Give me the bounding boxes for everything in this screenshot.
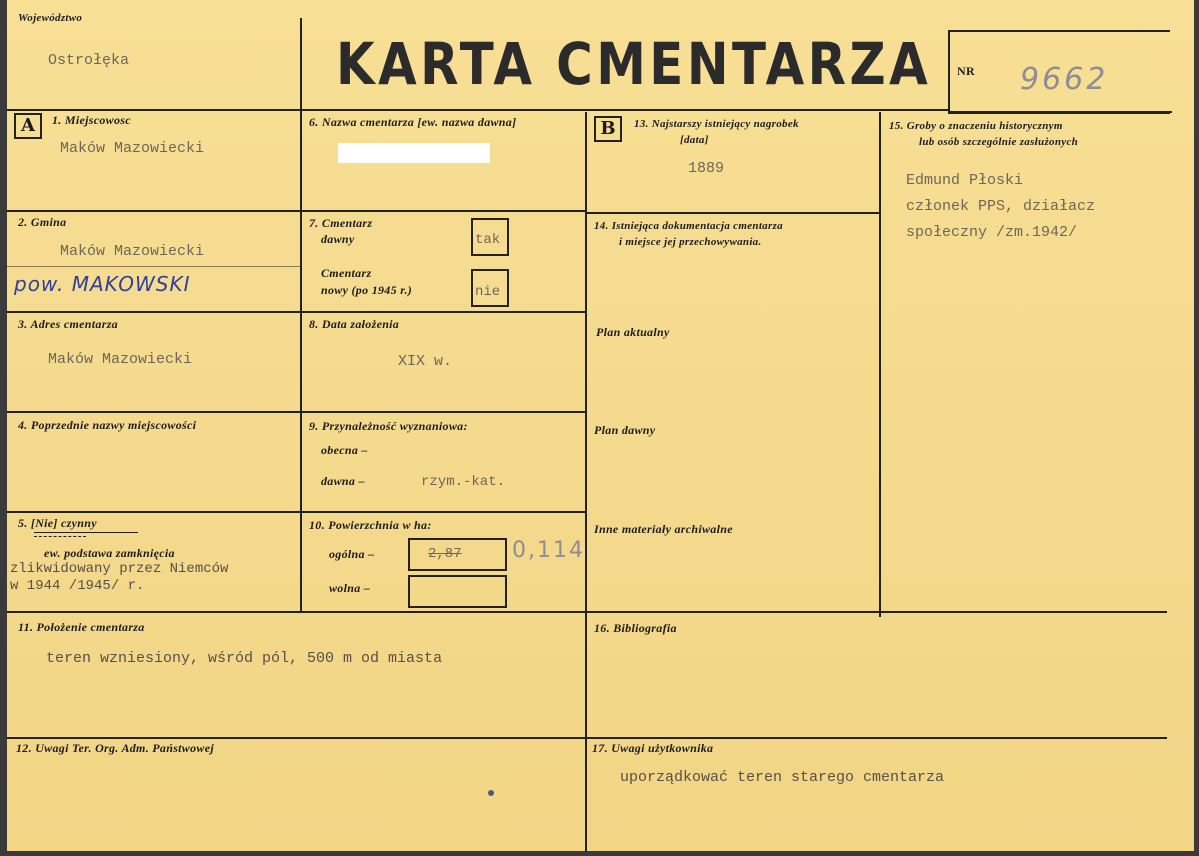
ink-dot xyxy=(488,790,494,796)
adres-value: Maków Mazowiecki xyxy=(48,351,193,368)
ogolna-handwritten: 0,114 xyxy=(512,538,585,563)
wojewodztwo-label: Województwo xyxy=(18,12,83,24)
groby-label-2: lub osób szczególnie zasłużonych xyxy=(919,136,1079,148)
section-b-box xyxy=(594,116,622,142)
obecna-label: obecna – xyxy=(321,443,368,457)
czynny-underline xyxy=(34,532,138,533)
plan-dawny-label: Plan dawny xyxy=(594,423,656,437)
bibliografia-label: 16. Bibliografia xyxy=(594,621,677,635)
nagrobek-label-2: [data] xyxy=(680,134,709,146)
divider xyxy=(7,311,585,313)
ogolna-label: ogólna – xyxy=(329,547,375,561)
uwagi-uzytkownika-value: uporządkować teren starego cmentarza xyxy=(620,769,945,786)
nagrobek-value: 1889 xyxy=(688,160,725,177)
nazwa-redacted xyxy=(338,143,490,163)
data-label: 8. Data założenia xyxy=(309,317,400,331)
groby-value-1: Edmund Płoski xyxy=(906,172,1024,189)
uwagi-label: 12. Uwagi Ter. Org. Adm. Państwowej xyxy=(16,741,214,755)
uwagi-uzytkownika-label: 17. Uwagi użytkownika xyxy=(592,741,714,755)
czynny-dashes xyxy=(34,536,86,537)
plan-aktualny-label: Plan aktualny xyxy=(596,325,670,339)
inne-materialy-label: Inne materiały archiwalne xyxy=(594,522,733,536)
dawna-label: dawna – xyxy=(321,474,365,488)
polozenie-label: 11. Położenie cmentarza xyxy=(18,620,145,634)
data-value: XIX w. xyxy=(398,353,453,370)
groby-label-1: 15. Groby o znaczeniu historycznym xyxy=(889,120,1063,132)
zamkniecie-label: ew. podstawa zamknięcia xyxy=(44,546,175,560)
divider xyxy=(879,112,881,617)
divider xyxy=(7,737,1167,739)
miejscowosc-label: 1. Miejscowosc xyxy=(52,113,131,127)
card-title: KARTA CMENTARZA xyxy=(336,30,932,98)
poprzednie-label: 4. Poprzednie nazwy miejscowości xyxy=(18,418,197,432)
miejscowosc-value: Maków Mazowiecki xyxy=(60,140,205,157)
wolna-label: wolna – xyxy=(329,581,371,595)
divider xyxy=(7,411,585,413)
dawny-label-2: dawny xyxy=(321,232,355,246)
nowy-label-2: nowy (po 1945 r.) xyxy=(321,283,413,297)
nowy-label-1: Cmentarz xyxy=(321,266,372,280)
gmina-handwritten: pow. MAKOWSKI xyxy=(14,272,191,296)
groby-value-2: członek PPS, działacz xyxy=(906,198,1096,215)
card-left-edge xyxy=(0,0,7,856)
divider xyxy=(587,212,879,214)
dokumentacja-label-1: 14. Istniejąca dokumentacja cmentarza xyxy=(594,220,783,232)
wyznanie-label: 9. Przynależność wyznaniowa: xyxy=(309,419,468,433)
nagrobek-label-1: 13. Najstarszy istniejący nagrobek xyxy=(634,118,799,130)
czynny-label: 5. [Nie] czynny xyxy=(18,516,97,530)
wolna-box xyxy=(408,575,507,608)
divider xyxy=(585,112,587,852)
divider xyxy=(7,511,585,513)
divider xyxy=(7,611,1167,613)
card-right-edge xyxy=(1194,0,1199,856)
section-b-letter: B xyxy=(600,118,616,139)
gmina-label: 2. Gmina xyxy=(18,215,67,229)
divider xyxy=(300,18,302,613)
powierzchnia-label: 10. Powierzchnia w ha: xyxy=(309,518,432,532)
polozenie-value: teren wzniesiony, wśród pól, 500 m od miasta xyxy=(46,650,443,667)
nazwa-label: 6. Nazwa cmentarza [ew. nazwa dawna] xyxy=(309,115,517,129)
section-a-letter: A xyxy=(21,115,35,136)
zamkniecie-value-2: w 1944 /1945/ r. xyxy=(10,578,145,594)
zamkniecie-value-1: zlikwidowany przez Niemców xyxy=(10,561,229,577)
dawny-label-1: 7. Cmentarz xyxy=(309,216,373,230)
dokumentacja-label-2: i miejsce jej przechowywania. xyxy=(619,236,762,248)
ogolna-value: 2,87 xyxy=(428,546,462,562)
divider xyxy=(7,210,585,212)
dawna-value: rzym.-kat. xyxy=(421,474,506,490)
wojewodztwo-value: Ostrołęka xyxy=(48,52,130,69)
nr-value: 9662 xyxy=(1020,62,1109,97)
nowy-value: nie xyxy=(475,284,501,300)
dawny-value: tak xyxy=(475,232,501,248)
adres-label: 3. Adres cmentarza xyxy=(18,317,118,331)
gmina-underline xyxy=(7,266,300,267)
nr-label: NR xyxy=(957,64,975,78)
divider xyxy=(7,109,950,111)
groby-value-3: społeczny /zm.1942/ xyxy=(906,224,1078,241)
section-a-box xyxy=(14,113,42,139)
gmina-value: Maków Mazowiecki xyxy=(60,243,205,260)
card-bottom-edge xyxy=(0,851,1199,856)
